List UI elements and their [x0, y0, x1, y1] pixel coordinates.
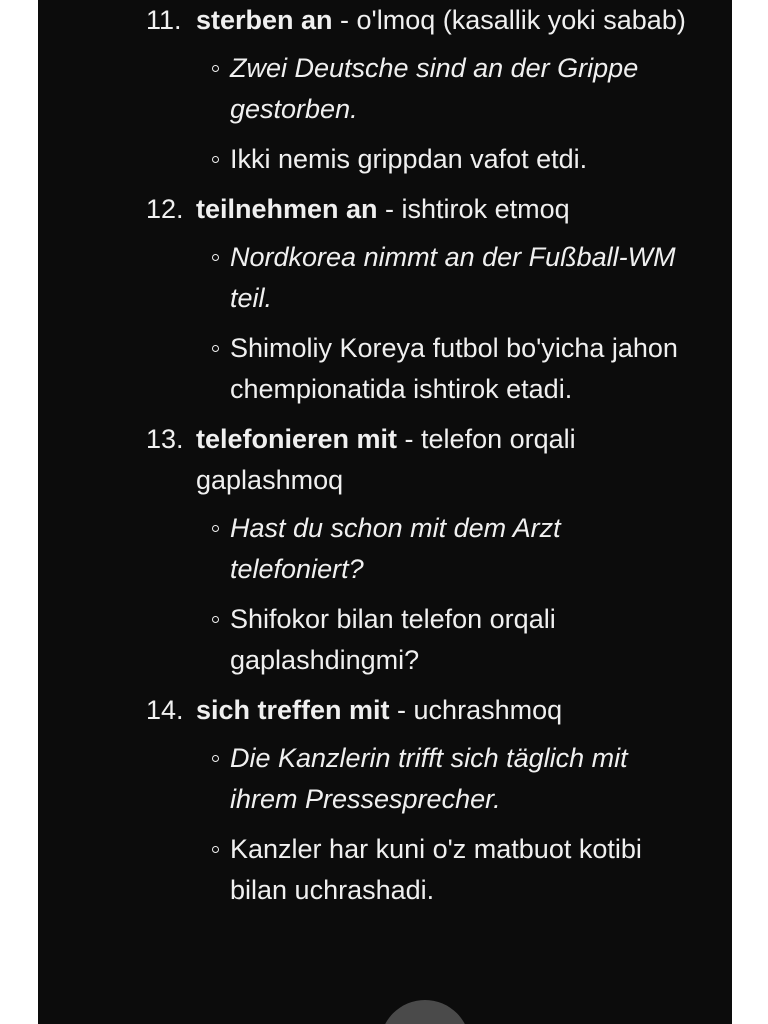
- bullet-icon: [212, 254, 219, 261]
- german-term: teilnehmen an: [196, 194, 378, 224]
- example-item: [196, 599, 692, 681]
- bullet-icon: [212, 755, 219, 762]
- examples-list: [196, 508, 692, 681]
- item-number: 12.: [146, 194, 184, 224]
- list-item: [38, 189, 732, 410]
- list-item: [38, 0, 732, 180]
- example-item: [196, 48, 692, 130]
- list-item: [38, 419, 732, 681]
- floating-action-button[interactable]: [380, 1000, 470, 1024]
- bullet-icon: [212, 846, 219, 853]
- example-item: [196, 829, 692, 911]
- bullet-icon: [212, 65, 219, 72]
- german-term: sterben an: [196, 5, 333, 35]
- uzbek-translation: - uchrashmoq: [389, 695, 563, 725]
- bullet-icon: [212, 616, 219, 623]
- examples-list: [196, 237, 692, 410]
- item-number: 13.: [146, 424, 184, 454]
- uzbek-translation: - ishtirok etmoq: [377, 194, 570, 224]
- uzbek-example: Ikki nemis grippdan vafot etdi.: [230, 144, 588, 174]
- german-term: telefonieren mit: [196, 424, 398, 454]
- content-panel: [38, 0, 732, 1024]
- item-number: 14.: [146, 695, 184, 725]
- german-example: Die Kanzlerin trifft sich täglich mit ihrem Pressesprecher.: [230, 743, 628, 814]
- examples-list: [196, 48, 692, 180]
- vocabulary-list: [38, 0, 732, 920]
- uzbek-translation: - telefon orqali gaplashmoq: [196, 424, 576, 495]
- examples-list: [196, 738, 692, 911]
- german-example: Nordkorea nimmt an der Fußball-WM teil.: [230, 242, 676, 313]
- list-item: [38, 690, 732, 911]
- example-item: [196, 237, 692, 319]
- example-item: [196, 738, 692, 820]
- uzbek-translation: - o'lmoq (kasallik yoki sabab): [332, 5, 686, 35]
- german-example: Zwei Deutsche sind an der Grippe gestorben.: [230, 53, 639, 124]
- bullet-icon: [212, 525, 219, 532]
- german-example: Hast du schon mit dem Arzt telefoniert?: [230, 513, 561, 584]
- bullet-icon: [212, 345, 219, 352]
- uzbek-example: Shimoliy Koreya futbol bo'yicha jahon chempionatida ishtirok etadi.: [230, 333, 678, 404]
- example-item: [196, 328, 692, 410]
- item-number: 11.: [146, 5, 182, 35]
- uzbek-example: Kanzler har kuni o'z matbuot kotibi bilan uchrashadi.: [230, 834, 642, 905]
- german-term: sich treffen mit: [196, 695, 390, 725]
- example-item: [196, 508, 692, 590]
- example-item: [196, 139, 692, 180]
- uzbek-example: Shifokor bilan telefon orqali gaplashdingmi?: [230, 604, 556, 675]
- bullet-icon: [212, 156, 219, 163]
